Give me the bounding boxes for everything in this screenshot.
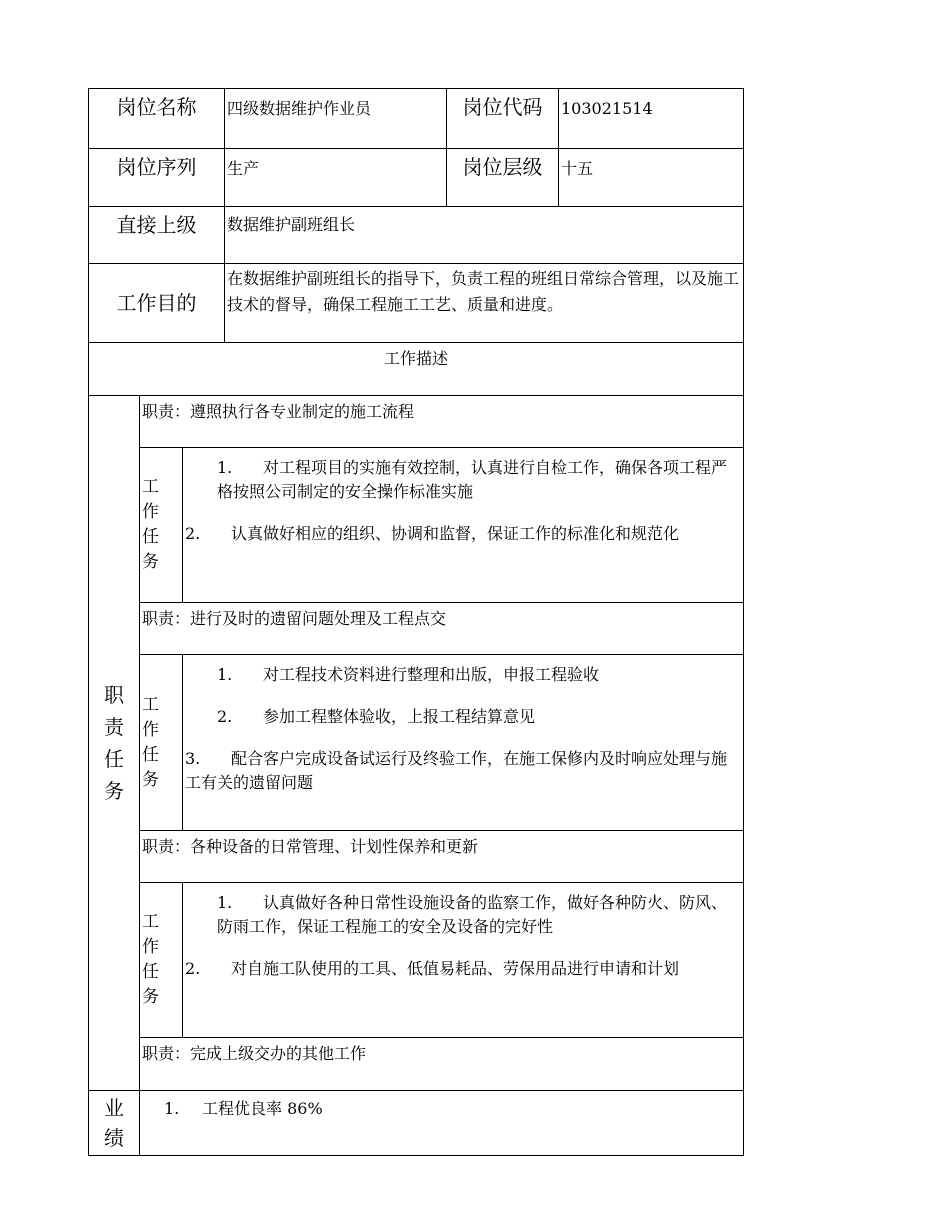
level-label: 岗位层级 — [447, 149, 559, 206]
task-item — [185, 522, 733, 546]
row-supervisor — [89, 207, 744, 264]
code-cell — [447, 89, 744, 149]
level-cell — [447, 149, 744, 207]
task-number: 1. — [217, 458, 233, 477]
task-number: 2. — [185, 524, 201, 543]
position-code-value: 103021514 — [561, 99, 653, 118]
task-text: 对工程项目的实施有效控制，认真进行自检工作，确保各项工程严格按照公司制定的安全操作标准实施 — [217, 458, 728, 501]
level-value: 十五 — [561, 159, 594, 178]
task-text: 认真做好各种日常性设施设备的监察工作，做好各种防火、防风、防雨工作，保证工程施工的安全及设备的完好性 — [217, 893, 728, 936]
duties-side-label — [89, 396, 140, 1091]
position-code-label: 岗位代码 — [447, 89, 559, 148]
task-number: 2. — [217, 707, 233, 726]
side-char: 作 — [142, 937, 159, 957]
performance-text: 工程优良率 86% — [202, 1099, 323, 1118]
task-number: 1. — [217, 893, 233, 912]
task-side-label — [140, 655, 183, 831]
task-item — [185, 957, 733, 981]
duty-3: 职责：各种设备的日常管理、计划性保养和更新 — [140, 831, 744, 883]
task-item — [185, 891, 733, 939]
side-char: 任 — [142, 962, 159, 982]
side-char: 绩 — [104, 1126, 124, 1150]
side-char: 职 — [104, 683, 124, 707]
sequence-label: 岗位序列 — [89, 149, 225, 207]
task-text: 对自施工队使用的工具、低值易耗品、劳保用品进行申请和计划 — [231, 959, 680, 978]
side-char: 务 — [104, 779, 124, 803]
position-name-value: 四级数据维护作业员 — [225, 89, 447, 149]
purpose-value: 在数据维护副班组长的指导下，负责工程的班组日常综合管理，以及施工技术的督导，确保工程施工工艺、质量和进度。 — [225, 264, 744, 343]
task-item — [185, 663, 733, 687]
duty-row — [89, 1038, 744, 1091]
side-char: 业 — [104, 1096, 124, 1120]
task-number: 1. — [217, 665, 233, 684]
performance-list — [140, 1091, 744, 1156]
duty-row — [89, 603, 744, 655]
side-char: 务 — [142, 769, 159, 790]
performance-side-label — [89, 1091, 140, 1156]
side-char: 作 — [142, 502, 159, 522]
supervisor-value: 数据维护副班组长 — [225, 207, 744, 264]
task-item — [185, 456, 733, 504]
side-char: 任 — [104, 747, 124, 771]
task-text: 参加工程整体验收，上报工程结算意见 — [263, 707, 536, 726]
row-sequence — [89, 149, 744, 207]
side-char: 务 — [142, 552, 159, 572]
job-description-table — [88, 88, 744, 1156]
row-performance — [89, 1091, 744, 1156]
duty-row — [89, 831, 744, 883]
task-item — [185, 747, 733, 795]
side-char: 任 — [142, 744, 159, 765]
task-side-label — [140, 883, 183, 1038]
side-char: 工 — [142, 912, 159, 932]
purpose-label: 工作目的 — [89, 264, 225, 343]
task-number: 3. — [185, 749, 201, 768]
side-char: 责 — [104, 715, 124, 739]
task-row — [89, 883, 744, 1038]
side-char: 工 — [142, 477, 159, 497]
side-char: 务 — [142, 987, 159, 1007]
task-row — [89, 655, 744, 831]
task-list-2 — [183, 655, 744, 831]
duty-1: 职责：遵照执行各专业制定的施工流程 — [140, 396, 744, 448]
row-purpose — [89, 264, 744, 343]
sequence-value: 生产 — [225, 149, 447, 207]
task-number: 2. — [185, 959, 201, 978]
description-title: 工作描述 — [89, 343, 744, 396]
supervisor-label: 直接上级 — [89, 207, 225, 264]
duty-row — [89, 396, 744, 448]
task-row — [89, 448, 744, 603]
performance-number: 1. — [164, 1099, 180, 1118]
task-item — [185, 705, 733, 729]
task-text: 对工程技术资料进行整理和出版，申报工程验收 — [263, 665, 600, 684]
task-list-3 — [183, 883, 744, 1038]
duty-2: 职责：进行及时的遗留问题处理及工程点交 — [140, 603, 744, 655]
performance-item — [164, 1097, 743, 1121]
row-position-name — [89, 89, 744, 149]
task-side-label — [140, 448, 183, 603]
task-text: 认真做好相应的组织、协调和监督，保证工作的标准化和规范化 — [231, 524, 680, 543]
side-char: 作 — [142, 719, 159, 740]
side-char: 工 — [142, 694, 159, 715]
side-char: 任 — [142, 527, 159, 547]
duty-4: 职责：完成上级交办的其他工作 — [140, 1038, 744, 1091]
task-list-1 — [183, 448, 744, 603]
task-text: 配合客户完成设备试运行及终验工作，在施工保修内及时响应处理与施工有关的遗留问题 — [185, 749, 728, 792]
position-name-label: 岗位名称 — [89, 89, 225, 149]
row-description-title — [89, 343, 744, 396]
